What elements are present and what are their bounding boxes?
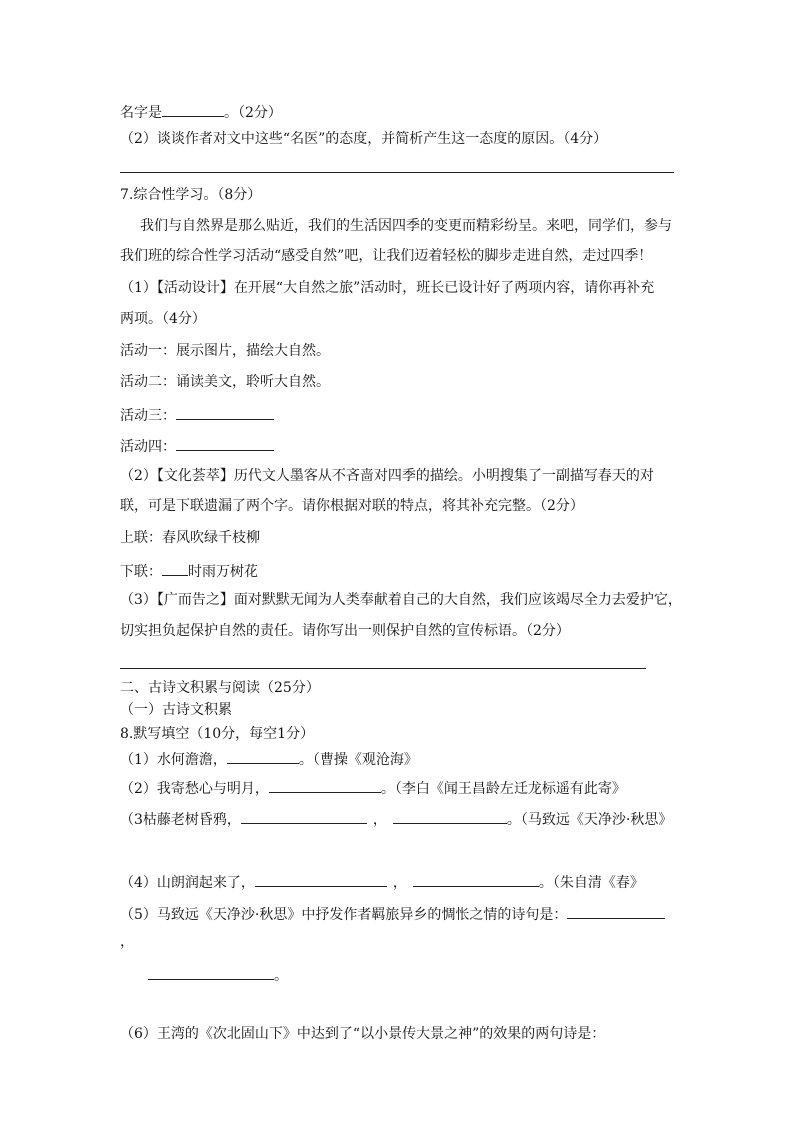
- fill-item-6: （6）王湾的《次北固山下》中达到了“以小景传大景之神”的效果的两句诗是：: [120, 1026, 606, 1042]
- fill-blank-4a[interactable]: [255, 872, 387, 887]
- fill-blank-1[interactable]: [227, 749, 299, 764]
- fill-blank-3a[interactable]: [241, 809, 367, 824]
- fill-item-4-source: 。（朱自清《春》: [538, 875, 644, 891]
- couplet-blank[interactable]: [162, 561, 188, 576]
- q7-part2-line2: 联，可是下联遗漏了两个字。请你根据对联的特点，将其补充完整。（2分）: [120, 498, 584, 514]
- fill-item-4: [120, 872, 644, 892]
- fill-item-5-line2: [148, 965, 288, 985]
- activity-4-label: 活动四：: [120, 439, 176, 455]
- q6-line1: [120, 102, 282, 122]
- fill-item-5-period: 。: [274, 968, 288, 984]
- part2-subheading: （一）古诗文积累: [120, 702, 232, 718]
- answer-blank[interactable]: [162, 102, 224, 117]
- q7-title: 7.综合性学习。（8分）: [120, 187, 262, 203]
- fill-item-3-comma: ，: [372, 812, 387, 828]
- activity-4: [120, 436, 274, 456]
- fill-item-3: [120, 809, 672, 829]
- q6-line1-text: 名字是: [120, 105, 162, 121]
- q7-part1-line2: 两项。（4分）: [120, 311, 206, 327]
- fill-item-5-comma: ，: [120, 934, 134, 950]
- fill-blank-4b[interactable]: [413, 872, 539, 887]
- fill-item-4-comma: ，: [392, 875, 407, 891]
- fill-blank-2[interactable]: [269, 778, 381, 793]
- q7-part1-line1: （1）【活动设计】在开展“大自然之旅”活动时，班长已设计好了两项内容，请你再补充: [120, 280, 655, 296]
- fill-item-4-text: （4）山朗润起来了，: [120, 875, 255, 891]
- q7-part3-line2: 切实担负起保护自然的责任。请你写出一则保护自然的宣传标语。（2分）: [120, 623, 570, 639]
- activity-3-blank[interactable]: [176, 405, 274, 420]
- q6-part2: （2）谈谈作者对文中这些“名医”的态度，并简析产生这一态度的原因。（4分）: [120, 131, 608, 147]
- fill-item-5: [120, 904, 665, 924]
- fill-item-3-source: 。（马致远《天净沙·秋思》: [506, 812, 673, 828]
- fill-item-1-text: （1）水何澹澹，: [120, 752, 227, 768]
- couplet-upper: 上联：春风吹绿千枝柳: [120, 530, 260, 546]
- q8-title: 8.默写填空（10分，每空1分）: [120, 726, 315, 742]
- fill-item-5-text: （5）马致远《天净沙·秋思》中抒发作者羁旅异乡的惆怅之情的诗句是：: [120, 907, 568, 923]
- fill-blank-5b[interactable]: [148, 965, 274, 980]
- fill-item-2: [120, 778, 626, 798]
- answer-line[interactable]: [120, 172, 674, 173]
- couplet-lower-text: 时雨万树花: [188, 564, 258, 580]
- activity-3-label: 活动三：: [120, 408, 176, 424]
- activity-4-blank[interactable]: [176, 436, 274, 451]
- activity-2: 活动二：诵读美文，聆听大自然。: [120, 374, 330, 390]
- q7-intro-line2: 我们班的综合性学习活动“感受自然”吧，让我们迈着轻松的脚步走进自然，走过四季！: [120, 248, 653, 264]
- fill-item-2-source: 。（李白《闻王昌龄左迁龙标遥有此寄》: [380, 781, 626, 797]
- fill-blank-5a[interactable]: [567, 904, 665, 919]
- couplet-lower-label: 下联：: [120, 564, 162, 580]
- slogan-answer-line[interactable]: [120, 668, 646, 669]
- couplet-lower: [120, 561, 258, 581]
- fill-blank-3b[interactable]: [393, 809, 507, 824]
- q6-line1-score: 。（2分）: [224, 105, 282, 121]
- activity-3: [120, 405, 274, 425]
- part2-heading: 二、古诗文积累与阅读（25分）: [120, 680, 320, 696]
- fill-item-3-text: （3枯藤老树昏鸦，: [120, 812, 241, 828]
- activity-1: 活动一：展示图片，描绘大自然。: [120, 343, 330, 359]
- fill-item-1-source: 。（曹操《观沧海》: [298, 752, 418, 768]
- fill-item-1: [120, 749, 418, 769]
- q7-part3-line1: （3）【广而告之】面对默默无闻为人类奉献着自己的大自然，我们应该竭尽全力去爱护它，: [120, 592, 682, 608]
- fill-item-2-text: （2）我寄愁心与明月，: [120, 781, 269, 797]
- q7-intro-line1: 我们与自然界是那么贴近，我们的生活因四季的变更而精彩纷呈。来吧，同学们，参与: [140, 218, 672, 234]
- q7-part2-line1: （2）【文化荟萃】历代文人墨客从不吝啬对四季的描绘。小明搜集了一副描写春天的对: [120, 468, 654, 484]
